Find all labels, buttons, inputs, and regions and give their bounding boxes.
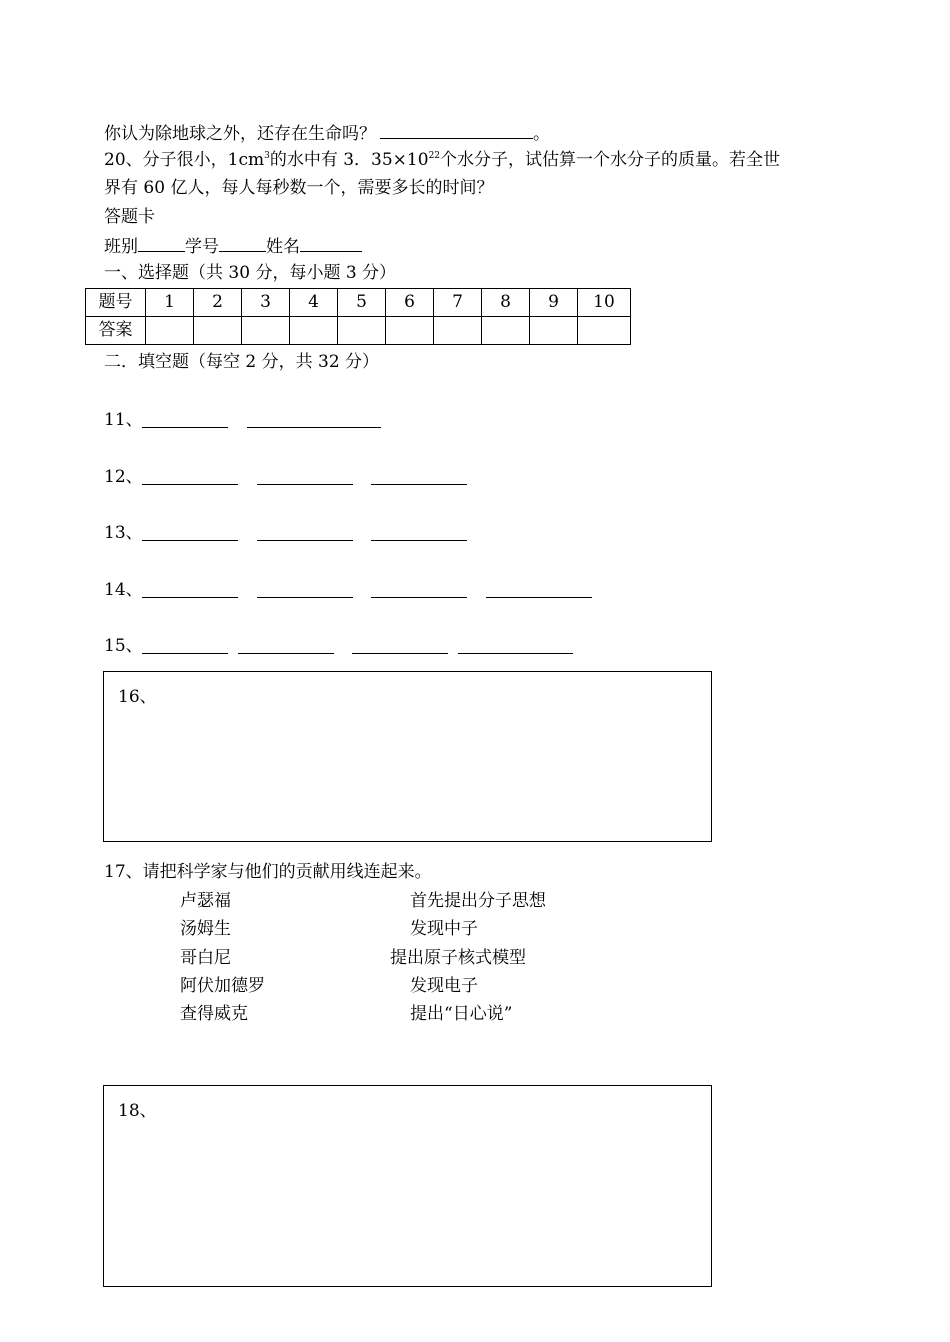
q14-blank-4[interactable] [486,597,592,598]
q14-blank-1[interactable] [142,597,238,598]
section1-heading: 一、选择题（共 30 分，每小题 3 分） [104,263,397,283]
contribution-item[interactable]: 提出原子核式模型 [390,948,526,968]
q12-row [104,467,141,487]
answer-cell-9[interactable] [530,317,578,345]
q14-row [104,580,141,600]
class-label: 班别 [104,237,138,257]
answer-cell-2[interactable] [194,317,242,345]
name-blank[interactable] [300,235,362,252]
name-label: 姓名 [266,237,300,257]
scientist-item[interactable]: 卢瑟福 [180,891,231,911]
q-number-8: 8 [482,289,530,317]
answer-cell-7[interactable] [434,317,482,345]
q13-blank-1[interactable] [142,540,238,541]
q20-text-c: 个水分子，试估算一个水分子的质量。若全世 [440,150,781,170]
q15-blank-1[interactable] [142,653,228,654]
q-number-6: 6 [386,289,434,317]
contribution-item[interactable]: 首先提出分子思想 [410,891,546,911]
q13-row [104,523,141,543]
q20-line1 [104,150,780,170]
q18-answer-box[interactable] [103,1085,712,1287]
q12-blank-3[interactable] [371,484,467,485]
student-info-line [104,235,362,257]
q13-blank-3[interactable] [371,540,467,541]
q11-blank-2[interactable] [247,427,381,428]
q15-blank-4[interactable] [458,653,573,654]
contribution-item[interactable]: 发现电子 [410,976,478,996]
q20-text-a: 20、分子很小，1cm [104,150,265,170]
q20-text-b: 的水中有 3．35×10 [269,150,429,170]
answer-cell-6[interactable] [386,317,434,345]
q12-blank-2[interactable] [257,484,353,485]
q18-label: 18、 [118,1101,157,1121]
q11-label: 11、 [104,410,143,430]
q19-line [104,122,550,144]
q15-blank-2[interactable] [238,653,334,654]
answer-cell-8[interactable] [482,317,530,345]
q11-row [104,410,141,430]
contribution-item[interactable]: 提出“日心说” [410,1004,513,1024]
class-blank[interactable] [138,235,185,252]
q-number-10: 10 [578,289,631,317]
table-row-numbers [86,289,631,317]
q16-label: 16、 [118,687,157,707]
section2-heading: 二．填空题（每空 2 分，共 32 分） [104,352,380,372]
q14-blank-3[interactable] [371,597,467,598]
q17-prompt: 17、请把科学家与他们的贡献用线连起来。 [104,862,432,882]
q11-blank-1[interactable] [142,427,228,428]
id-blank[interactable] [219,235,266,252]
contribution-item[interactable]: 发现中子 [410,919,478,939]
q19-text: 你认为除地球之外，还存在生命吗？ [104,124,376,144]
q20-line2: 界有 60 亿人，每人每秒数一个，需要多长的时间？ [104,178,494,198]
q13-label: 13、 [104,523,143,543]
q20-sup-cm3: 3 [264,151,270,161]
q12-blank-1[interactable] [142,484,238,485]
q14-label: 14、 [104,580,143,600]
q12-label: 12、 [104,467,143,487]
q-number-3: 3 [242,289,290,317]
q19-period: 。 [533,124,550,144]
answer-cell-3[interactable] [242,317,290,345]
scientist-item[interactable]: 查得威克 [180,1004,248,1024]
answer-card-title: 答题卡 [104,207,155,227]
q20-sup-exp: 22 [428,151,441,161]
q13-blank-2[interactable] [257,540,353,541]
row-label-answer: 答案 [86,317,146,345]
q-number-5: 5 [338,289,386,317]
q15-blank-3[interactable] [352,653,448,654]
scientist-item[interactable]: 阿伏加德罗 [180,976,265,996]
scientist-item[interactable]: 汤姆生 [180,919,231,939]
q-number-7: 7 [434,289,482,317]
q19-answer-blank[interactable] [380,122,533,139]
q14-blank-2[interactable] [257,597,353,598]
q16-answer-box[interactable] [103,671,712,842]
answer-cell-5[interactable] [338,317,386,345]
row-label-number: 题号 [86,289,146,317]
choice-answer-table [85,288,631,345]
q-number-4: 4 [290,289,338,317]
answer-cell-1[interactable] [146,317,194,345]
answer-cell-4[interactable] [290,317,338,345]
q-number-1: 1 [146,289,194,317]
id-label: 学号 [185,237,219,257]
table-row-answers [86,317,631,345]
q15-row [104,636,141,656]
q-number-2: 2 [194,289,242,317]
answer-cell-10[interactable] [578,317,631,345]
scientist-item[interactable]: 哥白尼 [180,948,231,968]
q15-label: 15、 [104,636,143,656]
q-number-9: 9 [530,289,578,317]
